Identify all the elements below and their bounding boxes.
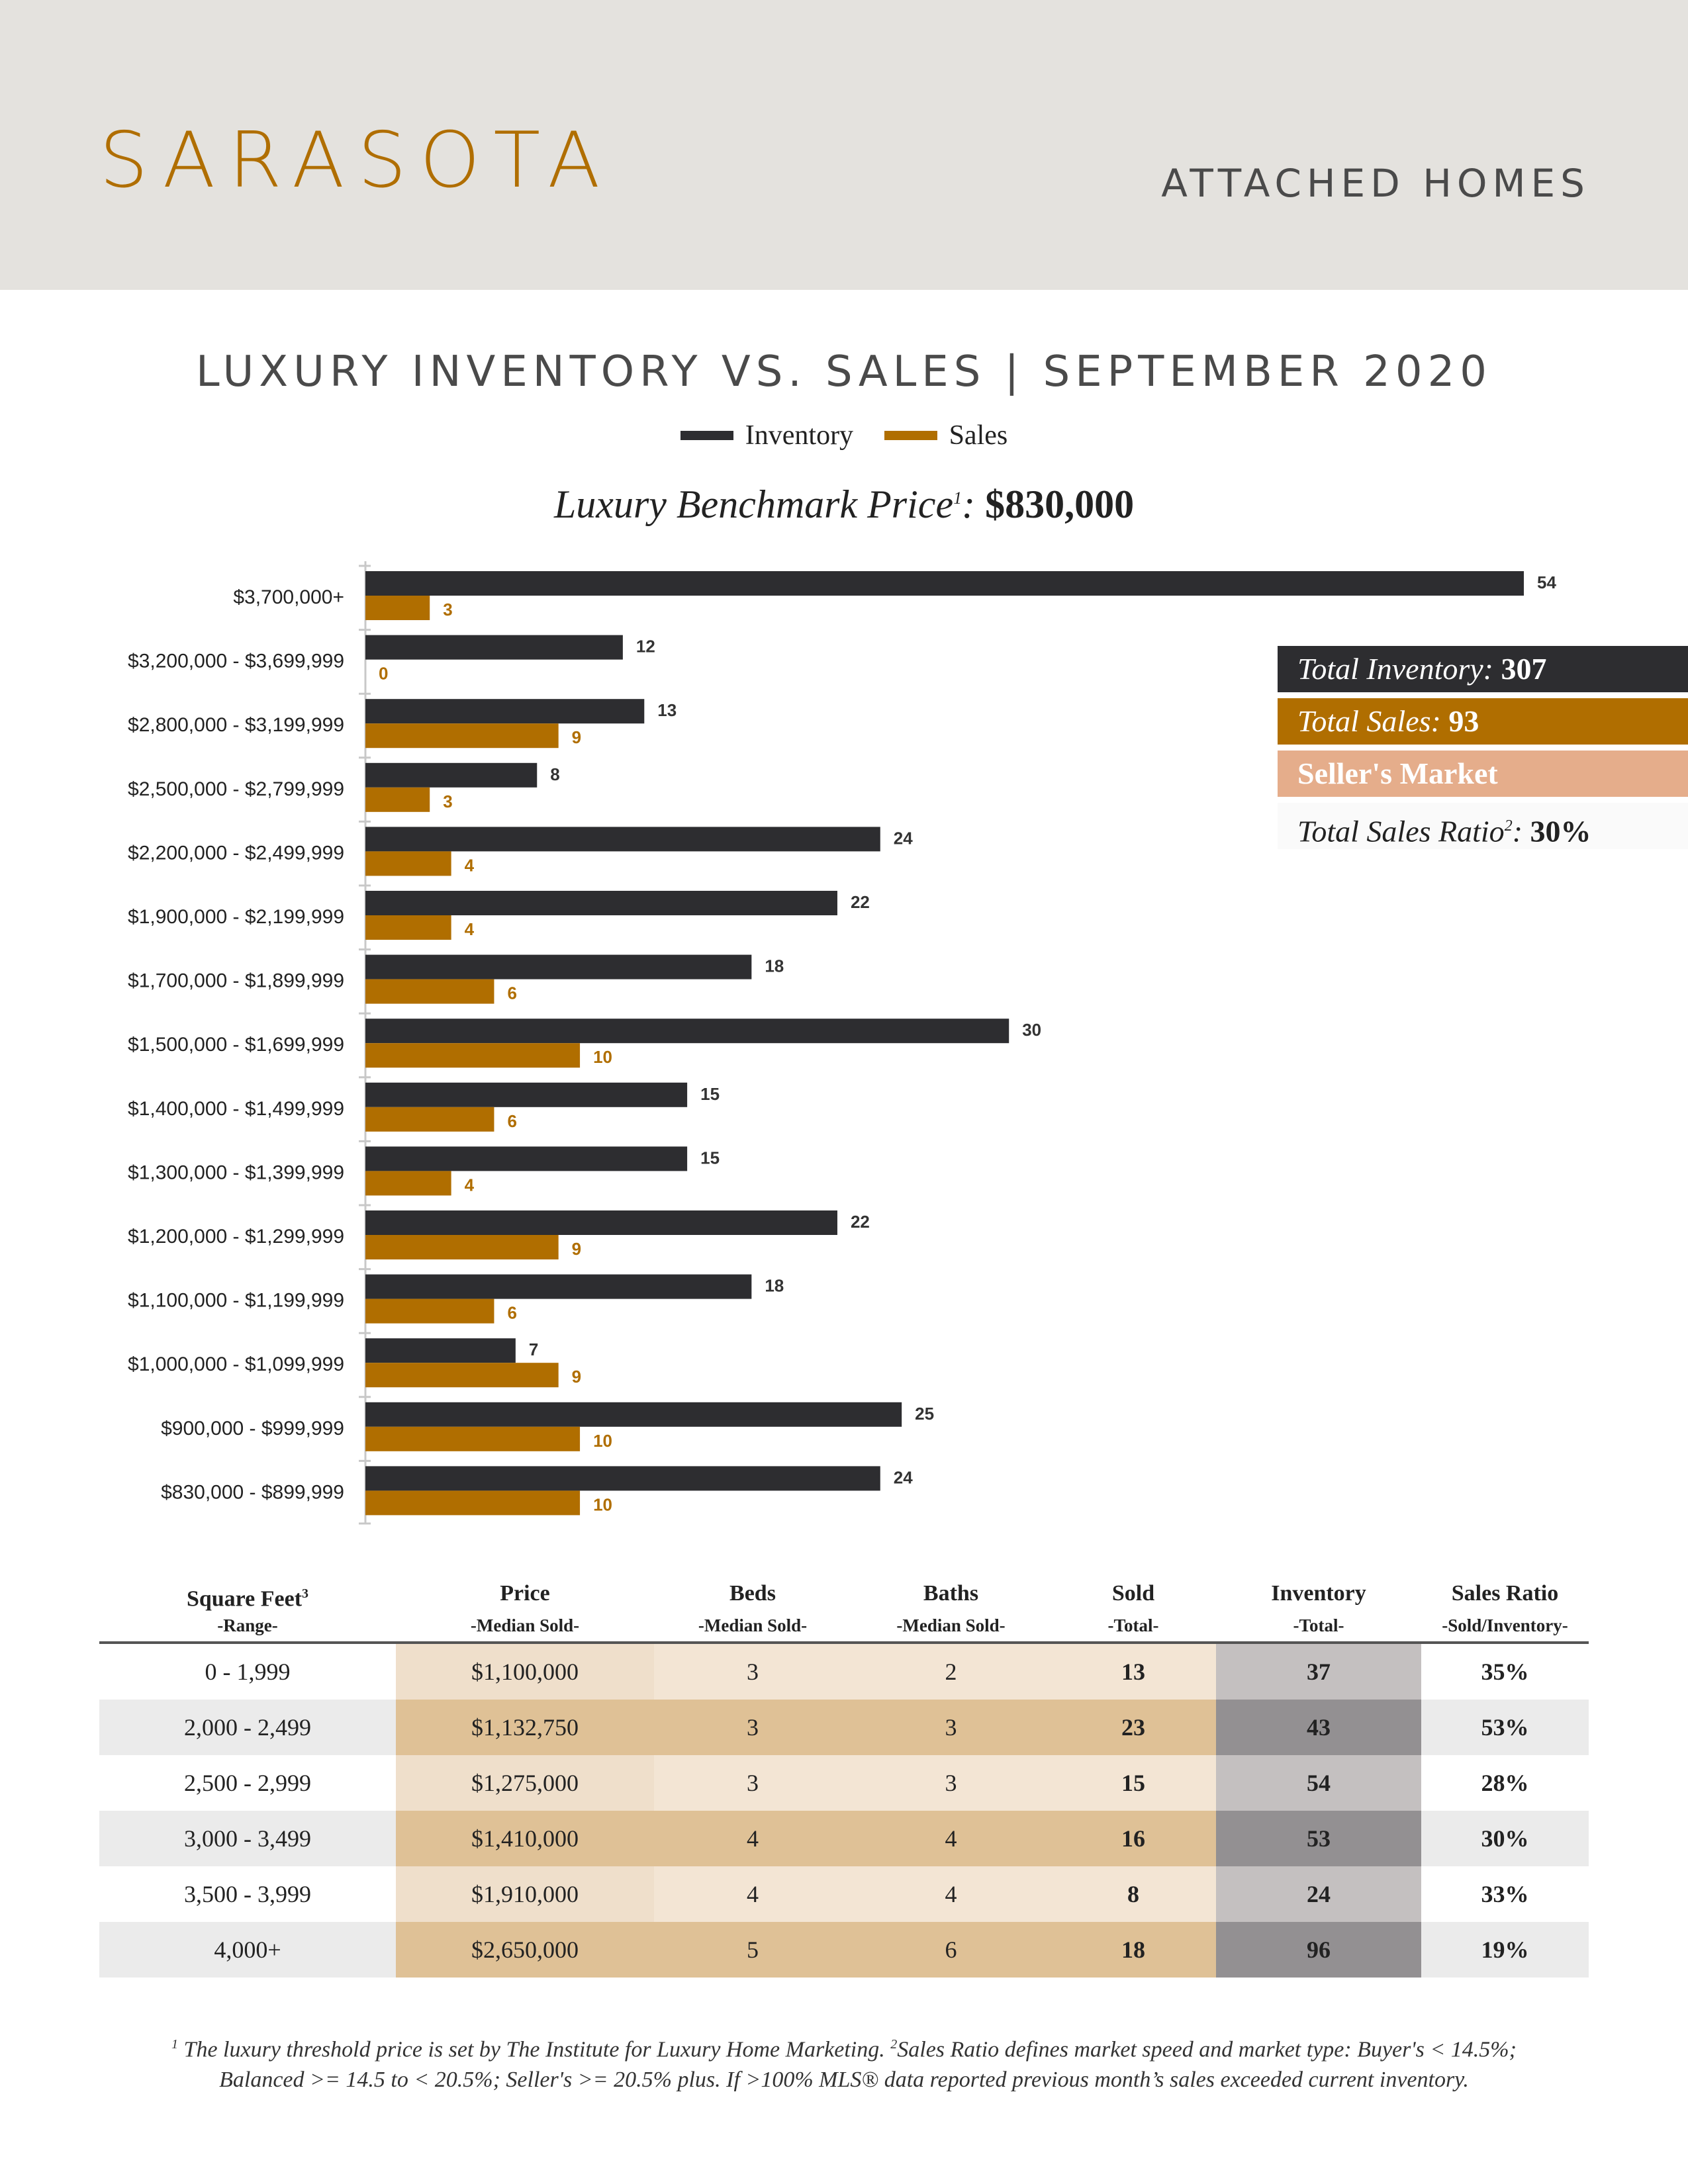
chart-title: LUXURY INVENTORY VS. SALES | SEPTEMBER 2020 <box>195 347 1493 396</box>
inventory-bar <box>365 1083 687 1107</box>
cell-baths: 6 <box>851 1922 1051 1978</box>
header-square-feet-title: Square Feet <box>186 1586 303 1612</box>
benchmark-price <box>0 482 1688 527</box>
cell-price: $1,100,000 <box>396 1643 654 1700</box>
sales-value-label: 9 <box>571 1367 582 1387</box>
category-label: $1,500,000 - $1,699,999 <box>128 1034 344 1056</box>
table-row <box>99 1700 1589 1755</box>
category-label: $2,800,000 - $3,199,999 <box>128 714 344 737</box>
inventory-bar <box>365 571 1524 596</box>
benchmark-footnote-mark: 1 <box>953 488 962 508</box>
header-inventory <box>1216 1575 1421 1643</box>
inventory-bar <box>365 1146 687 1171</box>
header-square-feet-sub: -Range- <box>217 1615 278 1635</box>
category-label: $1,200,000 - $1,299,999 <box>128 1226 344 1248</box>
sales-value-label: 4 <box>464 855 475 876</box>
inventory-bar <box>365 891 837 915</box>
cell-beds: 5 <box>654 1922 851 1978</box>
inventory-bar <box>365 1019 1009 1043</box>
cell-inventory: 24 <box>1216 1866 1421 1922</box>
inventory-bar <box>365 1275 751 1299</box>
stats-table-wrapper <box>99 1575 1589 1978</box>
category-label: $1,300,000 - $1,399,999 <box>128 1161 344 1184</box>
legend-label-inventory: Inventory <box>745 420 854 451</box>
cell-sales-ratio: 19% <box>1421 1922 1589 1978</box>
category-label: $1,700,000 - $1,899,999 <box>128 970 344 992</box>
cell-beds: 4 <box>654 1866 851 1922</box>
total-inventory-value: 307 <box>1501 652 1547 686</box>
inventory-value-label: 18 <box>765 1275 784 1296</box>
header-baths-sub: -Median Sold- <box>896 1615 1006 1635</box>
inventory-value-label: 13 <box>657 700 677 721</box>
inventory-bar <box>365 1466 880 1490</box>
sales-bar <box>365 1363 559 1387</box>
inventory-value-label: 15 <box>700 1083 720 1104</box>
inventory-bar <box>365 827 880 851</box>
category-label: $2,500,000 - $2,799,999 <box>128 778 344 800</box>
market-type-box <box>1278 751 1688 797</box>
header-baths-title: Baths <box>923 1581 979 1606</box>
total-inventory-label: Total Inventory: <box>1297 652 1493 686</box>
total-sales-ratio-label: Total Sales Ratio <box>1297 814 1505 848</box>
sales-bar <box>365 723 559 748</box>
total-sales-label: Total Sales: <box>1297 704 1441 738</box>
footnote <box>0 2029 1688 2095</box>
table-row <box>99 1866 1589 1922</box>
cell-baths: 4 <box>851 1811 1051 1866</box>
cell-inventory: 37 <box>1216 1643 1421 1700</box>
sales-value-label: 6 <box>507 1111 517 1131</box>
cell-square-feet: 3,500 - 3,999 <box>99 1866 396 1922</box>
header-sold-sub: -Total- <box>1107 1615 1159 1635</box>
sales-bar <box>365 1299 494 1324</box>
benchmark-label: Luxury Benchmark Price <box>553 482 954 526</box>
benchmark-separator: : <box>962 482 976 526</box>
inventory-bar <box>365 955 751 979</box>
header-baths <box>851 1575 1051 1643</box>
cell-beds: 3 <box>654 1700 851 1755</box>
cell-sales-ratio: 33% <box>1421 1866 1589 1922</box>
ratio-footnote-mark: 2 <box>1504 817 1513 835</box>
cell-sales-ratio: 35% <box>1421 1643 1589 1700</box>
footnote-mark-2: 2 <box>890 2037 898 2052</box>
inventory-value-label: 54 <box>1537 572 1556 592</box>
category-label: $1,100,000 - $1,199,999 <box>128 1289 344 1312</box>
inventory-value-label: 24 <box>893 828 913 848</box>
cell-beds: 3 <box>654 1755 851 1811</box>
cell-sold: 13 <box>1051 1643 1216 1700</box>
category-label: $900,000 - $999,999 <box>161 1417 344 1439</box>
header-sales-ratio-title: Sales Ratio <box>1451 1581 1559 1606</box>
inventory-value-label: 30 <box>1022 1020 1042 1040</box>
benchmark-value: $830,000 <box>985 482 1135 526</box>
sales-bar <box>365 979 494 1004</box>
header-beds-title: Beds <box>729 1581 776 1606</box>
inventory-value-label: 12 <box>635 636 655 657</box>
cell-baths: 3 <box>851 1755 1051 1811</box>
sales-bar <box>365 1235 559 1259</box>
sales-value-label: 6 <box>507 1302 517 1323</box>
total-sales-ratio-box <box>1278 803 1688 849</box>
sales-value-label: 6 <box>507 983 517 1003</box>
category-label: $830,000 - $899,999 <box>161 1481 344 1504</box>
sales-value-label: 3 <box>443 600 453 619</box>
sales-bar <box>365 1490 580 1515</box>
footnote-text-1b: Sales Ratio defines market speed and market type: Buyer's < 14.5%; <box>897 2037 1517 2062</box>
cell-price: $1,910,000 <box>396 1866 654 1922</box>
cell-sold: 15 <box>1051 1755 1216 1811</box>
cell-sales-ratio: 30% <box>1421 1811 1589 1866</box>
header-inventory-title: Inventory <box>1271 1581 1366 1606</box>
total-sales-value: 93 <box>1448 704 1479 738</box>
cell-price: $1,410,000 <box>396 1811 654 1866</box>
legend-swatch-sales <box>884 431 937 440</box>
inventory-value-label: 7 <box>528 1340 539 1360</box>
footnote-text-1a: The luxury threshold price is set by The Institute for Luxury Home Marketing. <box>183 2037 885 2062</box>
category-label: $3,700,000+ <box>233 586 344 608</box>
inventory-value-label: 18 <box>765 956 784 976</box>
legend-swatch-inventory <box>680 431 733 440</box>
header-square-feet-footnote-mark: 3 <box>302 1586 309 1601</box>
header-price-sub: -Median Sold- <box>470 1615 580 1635</box>
cell-sold: 16 <box>1051 1811 1216 1866</box>
header-beds-sub: -Median Sold- <box>698 1615 808 1635</box>
footnote-line-2: Balanced >= 14.5 to < 20.5%; Seller's >= 20.5% plus. If >100% MLS® data reported previous month’s sales exceeded current inventory. <box>219 2068 1469 2093</box>
cell-baths: 4 <box>851 1866 1051 1922</box>
category-label: $2,200,000 - $2,499,999 <box>128 842 344 864</box>
header-sales-ratio-sub: -Sold/Inventory- <box>1442 1615 1568 1635</box>
sales-value-label: 4 <box>464 1175 475 1195</box>
sales-value-label: 10 <box>593 1494 612 1515</box>
sales-value-label: 3 <box>443 791 453 811</box>
inventory-value-label: 22 <box>850 1212 870 1232</box>
footnote-mark-1: 1 <box>171 2037 179 2052</box>
sales-value-label: 4 <box>464 919 475 939</box>
sales-bar <box>365 1427 580 1451</box>
header-banner <box>0 0 1688 290</box>
segment-title: ATTACHED HOMES <box>1161 161 1590 206</box>
table-row <box>99 1922 1589 1978</box>
sales-bar <box>365 1107 494 1132</box>
legend-item-inventory <box>680 420 853 451</box>
sales-value-label: 10 <box>593 1047 612 1068</box>
total-inventory-box <box>1278 646 1688 692</box>
cell-sales-ratio: 53% <box>1421 1700 1589 1755</box>
cell-sales-ratio: 28% <box>1421 1755 1589 1811</box>
cell-beds: 3 <box>654 1643 851 1700</box>
ratio-separator: : <box>1512 814 1523 848</box>
cell-inventory: 43 <box>1216 1700 1421 1755</box>
category-label: $1,400,000 - $1,499,999 <box>128 1097 344 1120</box>
header-price <box>396 1575 654 1643</box>
cell-sold: 8 <box>1051 1866 1216 1922</box>
inventory-bar <box>365 699 644 723</box>
cell-square-feet: 2,500 - 2,999 <box>99 1755 396 1811</box>
header-beds <box>654 1575 851 1643</box>
total-sales-box <box>1278 698 1688 745</box>
category-label: $1,000,000 - $1,099,999 <box>128 1353 344 1376</box>
inventory-bar <box>365 1338 516 1363</box>
cell-price: $1,132,750 <box>396 1700 654 1755</box>
cell-square-feet: 2,000 - 2,499 <box>99 1700 396 1755</box>
table-header-row <box>99 1575 1589 1643</box>
legend-item-sales <box>884 420 1008 451</box>
sales-bar <box>365 1171 451 1195</box>
market-type-label: Seller's Market <box>1297 756 1498 790</box>
chart-legend <box>0 416 1688 451</box>
cell-square-feet: 4,000+ <box>99 1922 396 1978</box>
inventory-value-label: 25 <box>915 1403 935 1424</box>
stats-table <box>99 1575 1589 1978</box>
cell-price: $2,650,000 <box>396 1922 654 1978</box>
sales-value-label: 9 <box>571 1239 582 1259</box>
inventory-value-label: 8 <box>550 764 560 784</box>
inventory-bar <box>365 635 623 660</box>
inventory-bar <box>365 763 537 788</box>
cell-inventory: 54 <box>1216 1755 1421 1811</box>
footnote-line-1 <box>0 2029 1688 2065</box>
table-row <box>99 1811 1589 1866</box>
inventory-bar <box>365 1402 902 1427</box>
cell-square-feet: 0 - 1,999 <box>99 1643 396 1700</box>
header-price-title: Price <box>500 1581 550 1606</box>
sales-value-label: 10 <box>593 1430 612 1451</box>
inventory-value-label: 22 <box>850 892 870 912</box>
cell-baths: 3 <box>851 1700 1051 1755</box>
cell-inventory: 96 <box>1216 1922 1421 1978</box>
cell-sold: 18 <box>1051 1922 1216 1978</box>
sales-bar <box>365 1043 580 1068</box>
sales-bar <box>365 596 430 620</box>
sales-bar <box>365 788 430 812</box>
category-label: $3,200,000 - $3,699,999 <box>128 650 344 672</box>
total-sales-ratio-value: 30% <box>1530 814 1591 848</box>
inventory-value-label: 15 <box>700 1148 720 1168</box>
header-sold-title: Sold <box>1111 1581 1155 1606</box>
sales-bar <box>365 851 451 876</box>
sales-value-label: 0 <box>379 663 389 684</box>
inventory-value-label: 24 <box>893 1467 913 1488</box>
cell-inventory: 53 <box>1216 1811 1421 1866</box>
cell-beds: 4 <box>654 1811 851 1866</box>
table-row <box>99 1643 1589 1700</box>
header-square-feet <box>99 1575 396 1643</box>
sales-value-label: 9 <box>571 727 582 748</box>
header-sold <box>1051 1575 1216 1643</box>
cell-price: $1,275,000 <box>396 1755 654 1811</box>
table-row <box>99 1755 1589 1811</box>
city-title: SARASOTA <box>99 116 614 205</box>
cell-baths: 2 <box>851 1643 1051 1700</box>
cell-sold: 23 <box>1051 1700 1216 1755</box>
header-inventory-sub: -Total- <box>1293 1615 1344 1635</box>
category-label: $1,900,000 - $2,199,999 <box>128 906 344 928</box>
cell-square-feet: 3,000 - 3,499 <box>99 1811 396 1866</box>
sales-bar <box>365 915 451 940</box>
legend-label-sales: Sales <box>949 420 1008 451</box>
inventory-bar <box>365 1210 837 1235</box>
header-sales-ratio <box>1421 1575 1589 1643</box>
stats-panel <box>1278 646 1688 855</box>
